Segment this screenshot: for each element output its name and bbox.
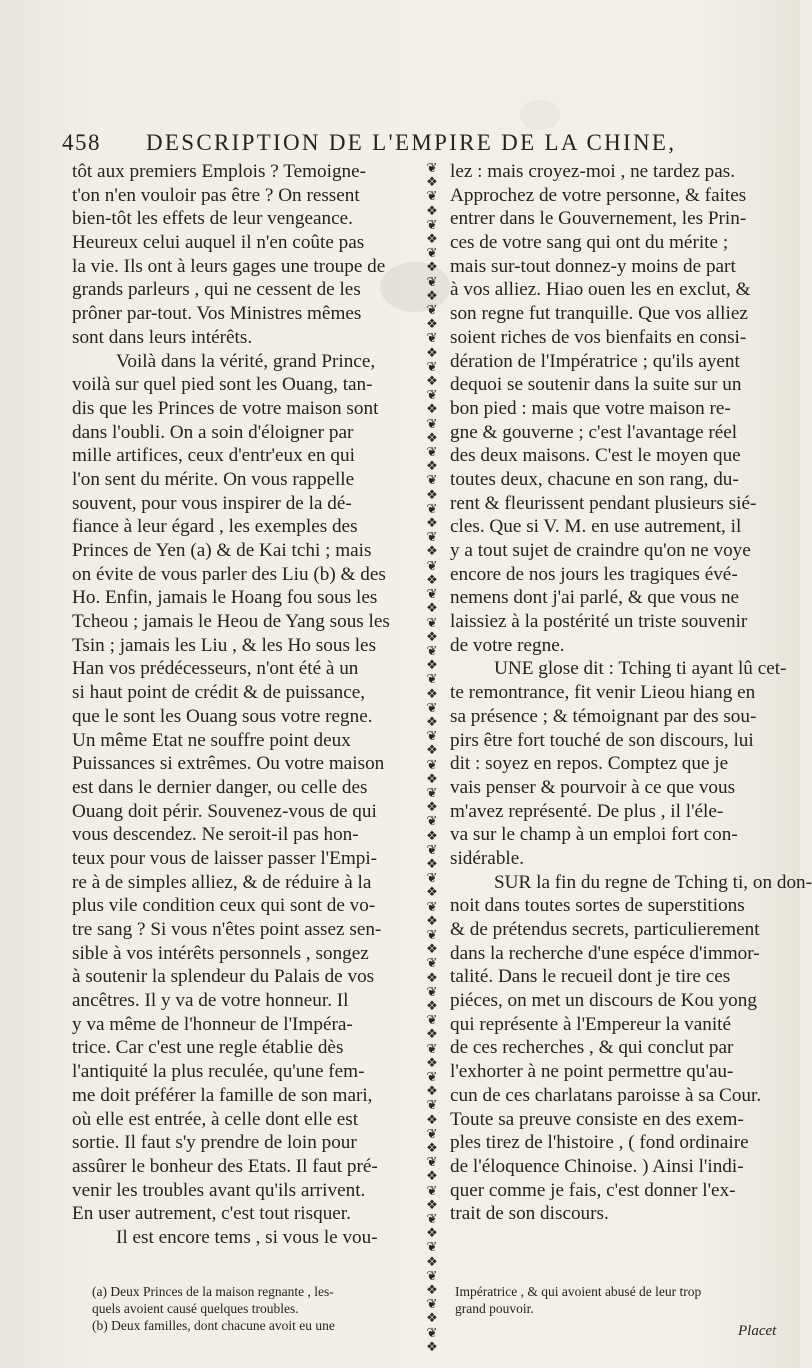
text-line: que le sont les Ouang sous votre regne. xyxy=(72,705,373,727)
text-line: dération de l'Impératrice ; qu'ils ayent xyxy=(450,350,740,372)
text-line: lez : mais croyez-moi , ne tardez pas. xyxy=(450,161,736,182)
text-line: UNE glose dit : Tching ti ayant lû cet- xyxy=(494,658,787,680)
text-line: plus vile condition ceux qui sont de vo- xyxy=(72,895,376,917)
text-line: vais penser & pourvoir à ce que vous xyxy=(450,776,736,798)
text-line: tre sang ? Si vous n'êtes point assez sen- xyxy=(72,919,382,940)
text-line: dit : soyez en repos. Comptez que je xyxy=(450,753,729,775)
text-line: de ces recherches , & qui conclut par xyxy=(450,1037,734,1059)
text-line: Toute sa preuve consiste en des exem- xyxy=(450,1108,744,1130)
text-line: Il est encore tems , si vous le vou- xyxy=(116,1226,378,1248)
text-line: ces de votre sang qui ont du mérite ; xyxy=(450,232,729,254)
text-line: sortie. Il faut s'y prendre de loin pour xyxy=(72,1132,357,1154)
text-line: fiance à leur égard , les exemples des xyxy=(72,516,358,538)
text-line: ples tirez de l'histoire , ( fond ordinaire xyxy=(450,1132,749,1154)
footnotes-right xyxy=(455,1283,775,1317)
text-line: y a tout sujet de craindre qu'on ne voye xyxy=(450,540,751,561)
text-line: mille artifices, ceux d'entr'eux en qui xyxy=(72,445,355,467)
text-line: trice. Car c'est une regle établie dès xyxy=(72,1037,344,1059)
text-line: ancêtres. Il y va de votre honneur. Il xyxy=(72,990,349,1012)
text-line: vous descendez. Ne seroit-il pas hon- xyxy=(72,824,359,846)
text-line: (a) Deux Princes de la maison regnante , les- xyxy=(92,1284,334,1299)
text-line: pirs être fort touché de son discours, lui xyxy=(450,729,754,751)
text-line: piéces, on met un discours de Kou yong xyxy=(450,990,757,1012)
text-line: te remontrance, fit venir Lieou hiang en xyxy=(450,682,756,704)
text-line: dans la recherche d'une espéce d'immor- xyxy=(450,942,760,964)
text-line: Voilà dans la vérité, grand Prince, xyxy=(116,350,376,372)
text-line: En user autrement, c'est tout risquer. xyxy=(72,1203,351,1225)
left-text-column xyxy=(72,160,416,1250)
text-line: sont dans leurs intérêts. xyxy=(72,326,253,348)
text-line: dis que les Princes de votre maison sont xyxy=(72,397,379,419)
ornamental-column-divider: ❦ ❖ ❦ ❖ ❦ ❖ ❦ ❖ ❦ ❖ ❦ ❖ ❦ ❖ ❦ ❖ ❦ ❖ ❦ ❖ ❦ ❖ ❦ ❖ ❦ ❖ ❦ ❖ ❦ ❖ ❦ ❖ ❦ ❖ ❦ ❖ ❦ ❖ ❦ ❖ ❦ ❖ ❦ ❖ ❦ ❖ ❦ ❖ ❦ ❖ ❦ ❖ ❦ ❖ ❦ ❖ ❦ ❖ ❦ ❖ ❦ ❖ ❦ ❖ ❦ ❖ ❦ ❖ ❦ ❖ ❦ ❖ ❦ ❖ ❦ ❖ ❦ ❖ ❦ ❖ ❦ ❖ ❦ ❖ xyxy=(426,161,438,1355)
catchword: Placet xyxy=(738,1323,777,1339)
text-line: talité. Dans le recueil dont je tire ces xyxy=(450,966,731,988)
text-line: mais sur-tout donnez-y moins de part xyxy=(450,255,736,277)
text-line: la vie. Ils ont à leurs gages une troupe de xyxy=(72,255,386,277)
text-line: toutes deux, chacune en son rang, du- xyxy=(450,468,739,490)
text-line: est dans le dernier danger, ou celle des xyxy=(72,776,368,798)
text-line: des deux maisons. C'est le moyen que xyxy=(450,445,741,467)
text-line: où elle est entrée, à celle dont elle est xyxy=(72,1108,359,1130)
text-line: va sur le champ à un emploi fort con- xyxy=(450,824,738,846)
text-line: souvent, pour vous inspirer de la dé- xyxy=(72,492,352,514)
text-line: quels avoient causé quelques troubles. xyxy=(92,1301,299,1316)
text-line: de l'éloquence Chinoise. ) Ainsi l'indi- xyxy=(450,1155,744,1177)
text-line: venir les troubles avant qu'ils arrivent. xyxy=(72,1179,366,1201)
text-line: encore de nos jours les tragiques évé- xyxy=(450,563,738,585)
text-line: m'avez représenté. De plus , il l'éle- xyxy=(450,800,724,822)
text-line: re à de simples alliez, & de réduire à la xyxy=(72,871,372,893)
text-line: l'exhorter à ne point permettre qu'au- xyxy=(450,1061,734,1083)
text-line: Tsin ; jamais les Liu , & les Ho sous les xyxy=(72,634,377,656)
text-line: si haut point de crédit & de puissance, xyxy=(72,682,366,704)
text-line: (b) Deux familles, dont chacune avoit eu une xyxy=(92,1318,335,1333)
text-line: Impératrice , & qui avoient abusé de leur trop xyxy=(455,1284,702,1299)
text-line: cun de ces charlatans paroisse à sa Cour. xyxy=(450,1084,762,1106)
text-line: dequoi se soutenir dans la suite sur un xyxy=(450,374,742,396)
text-line: SUR la fin du regne de Tching ti, on don- xyxy=(494,871,812,893)
text-line: l'antiquité la plus reculée, qu'une fem- xyxy=(72,1061,365,1083)
text-line: on évite de vous parler des Liu (b) & des xyxy=(72,563,386,585)
text-line: quer comme je fais, c'est donner l'ex- xyxy=(450,1179,736,1201)
text-line: sidérable. xyxy=(450,847,525,869)
text-line: entrer dans le Gouvernement, les Prin- xyxy=(450,208,747,230)
text-line: Han vos prédécesseurs, n'ont été à un xyxy=(72,658,359,680)
text-line: cles. Que si V. M. en use autrement, il xyxy=(450,516,742,538)
text-line: sible à vos intérêts personnels , songez xyxy=(72,942,369,964)
text-line: & de prétendus secrets, particulierement xyxy=(450,919,760,940)
text-line: bon pied : mais que votre maison re- xyxy=(450,397,731,419)
text-line: Ouang doit périr. Souvenez-vous de qui xyxy=(72,800,377,822)
text-line: grand pouvoir. xyxy=(455,1301,534,1316)
text-line: Ho. Enfin, jamais le Hoang fou sous les xyxy=(72,587,378,609)
text-line: qui représente à l'Empereur la vanité xyxy=(450,1013,732,1035)
text-line: son regne fut tranquille. Que vos alliez xyxy=(450,303,748,325)
text-line: y va même de l'honneur de l'Impéra- xyxy=(72,1013,353,1035)
text-line: Approchez de votre personne, & faites xyxy=(450,184,747,206)
running-title: DESCRIPTION DE L'EMPIRE DE LA CHINE, xyxy=(146,130,677,155)
text-line: dans l'oubli. On a soin d'éloigner par xyxy=(72,421,354,443)
text-line: nemens dont j'ai parlé, & que vous ne xyxy=(450,587,740,609)
page-number: 458 xyxy=(62,130,101,155)
right-text-column xyxy=(450,160,812,1226)
text-line: sa présence ; & témoignant par des sou- xyxy=(450,705,757,727)
text-line: me doit préférer la famille de son mari, xyxy=(72,1084,373,1106)
text-line: bien-tôt les effets de leur vengeance. xyxy=(72,208,353,230)
text-line: rent & fleurissent pendant plusieurs sié- xyxy=(450,492,757,514)
text-line: à soutenir la splendeur du Palais de vos xyxy=(72,966,375,988)
text-line: teux pour vous de laisser passer l'Empi- xyxy=(72,847,378,869)
text-line: prôner par-tout. Vos Ministres mêmes xyxy=(72,303,362,325)
text-line: laissiez à la postérité un triste souvenir xyxy=(450,611,748,633)
text-line: Princes de Yen (a) & de Kai tchi ; mais xyxy=(72,540,372,561)
text-line: tôt aux premiers Emplois ? Temoigne- xyxy=(72,161,367,182)
text-line: soient riches de vos bienfaits en consi- xyxy=(450,326,747,348)
text-line: de votre regne. xyxy=(450,634,565,656)
running-header xyxy=(62,126,762,162)
text-line: l'on sent du mérite. On vous rappelle xyxy=(72,468,355,490)
text-line: voilà sur quel pied sont les Ouang, tan- xyxy=(72,374,373,396)
text-line: à vos alliez. Hiao ouen les en exclut, & xyxy=(450,279,751,301)
text-line: Puissances si extrêmes. Ou votre maison xyxy=(72,753,385,775)
text-line: grands parleurs , qui ne cessent de les xyxy=(72,279,361,301)
text-line: Un même Etat ne souffre point deux xyxy=(72,729,351,751)
footnotes-left xyxy=(92,1283,422,1334)
text-line: trait de son discours. xyxy=(450,1203,609,1225)
text-line: gne & gouverne ; c'est l'avantage réel xyxy=(450,421,738,443)
text-line: assûrer le bonheur des Etats. Il faut pré- xyxy=(72,1155,378,1177)
text-line: Tcheou ; jamais le Heou de Yang sous les xyxy=(72,611,390,633)
text-line: noit dans toutes sortes de superstitions xyxy=(450,895,745,917)
text-line: Heureux celui auquel il n'en coûte pas xyxy=(72,232,365,254)
text-line: t'on n'en vouloir pas être ? On ressent xyxy=(72,184,360,206)
